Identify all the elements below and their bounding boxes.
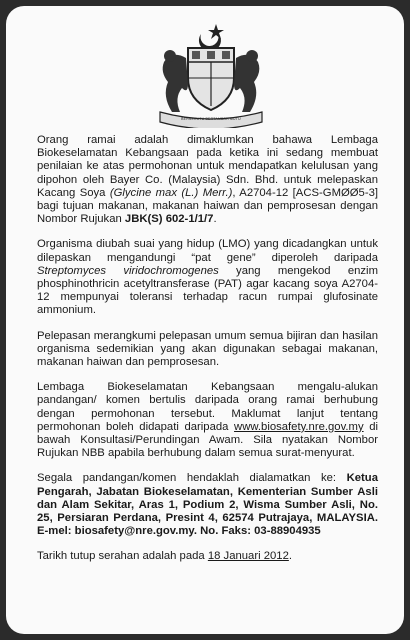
notice-body — [37, 134, 378, 576]
notice-card — [6, 6, 404, 634]
paragraph-intro: Orang ramai adalah dimaklumkan bahawa Lembaga Biokeselamatan Kebangsaan pada ketika ini sedang membuat penilaian ke atas permohonan untuk mendapatkan kelulusan yang dipohon oleh Bayer Co. (Malaysia) Sdn. Bhd. untuk melepaskan Kacang Soya (Glycine max (L.) Merr.), A2704-12 [ACS-GMØØ5-3] bagi tujuan makanan, makanan haiwan dan pemprosesan dengan Nombor Rujukan JBK(S) 602-1/1/7. — [37, 134, 379, 226]
paragraph-closing-date: Tarikh tutup serahan adalah pada 18 Januari 2012. — [37, 550, 293, 563]
closing-date: 18 Januari 2012 — [207, 550, 289, 563]
biosafety-website-link[interactable]: www.biosafety.nre.gov.my — [234, 420, 364, 433]
paragraph-comments: Lembaga Biokeselamatan Kebangsaan mengalu-alukan pandangan/ komen bertulis daripada orang ramai berhubung dengan permohonan tersebut. Maklumat lanjut tentang permohonan boleh didapati daripada www.biosafety.nre.gov.my di bawah Konsultasi/Perundingan Awam. Sila nyatakan Nombor Rujukan NBB apabila berhubung dalam semua surat-menyurat. — [37, 381, 378, 460]
contact-address: Ketua Pengarah, Jabatan Biokeselamatan, Kementerian Sumber Asli dan Alam Sekitar, Aras 1, Podium 2, Wisma Sumber Asli, No. 25, Persiaran Perdana, Presint 4, 62574 Putrajaya, MALAYSIA. E-mel: biosafety@nre.gov.my. No. Faks: 03-88904935 — [37, 472, 378, 538]
paragraph-release-scope: Pelepasan merangkumi pelepasan umum semua bijiran dan hasilan organisma sedemikian yang akan digunakan sebagai makanan, makanan haiwan dan pemprosesan. — [37, 329, 378, 369]
paragraph-address: Segala pandangan/komen hendaklah dialamatkan ke: Ketua Pengarah, Jabatan Biokeselamatan, Kementerian Sumber Asli dan Alam Sekitar, Aras 1, Podium 2, Wisma Sumber Asli, No. 25, Persiaran Perdana, Presint 4, 62574 Putrajaya, MALAYSIA. E-mel: biosafety@nre.gov.my. No. Faks: 03-88904935 — [37, 472, 378, 538]
paragraph-lmo: Organisma diubah suai yang hidup (LMO) yang dicadangkan untuk dilepaskan mengandungi “pat gene” diperoleh daripada Streptomyces viridochromogenes yang mengekod enzim phosphinothricin acetyltransferase (PAT) agar kacang soya A2704-12 mempunyai toleransi terhadap racun rumpai glufosinate ammonium. — [37, 238, 378, 317]
crest-banner-text: BERSEKUTU BERTAMBAH MUTU — [181, 117, 241, 121]
malaysia-coat-of-arms-icon — [146, 18, 276, 128]
reference-number: JBK(S) 602-1/1/7 — [124, 213, 214, 226]
